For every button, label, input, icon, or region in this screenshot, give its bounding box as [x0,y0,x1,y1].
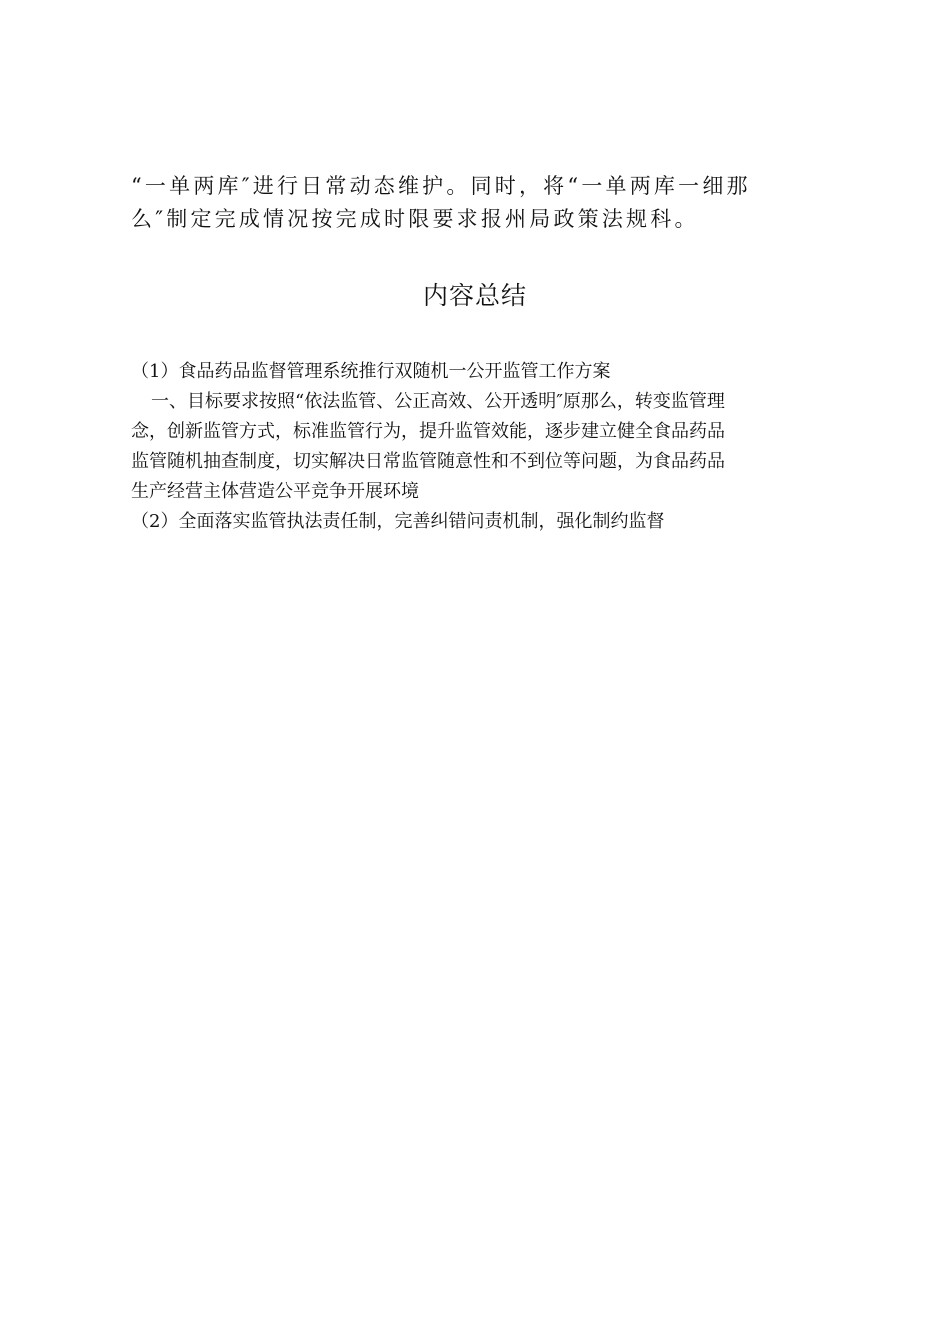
summary-paragraph-line: 生产经营主体营造公平竞争开展环境 [131,481,419,502]
summary-paragraph-line: 一、目标要求按照“依法监管、公正高效、公开透明″原那么，转变监管理 [151,391,725,412]
intro-line: 么″制定完成情况按完成时限要求报州局政策法规科。 [131,207,699,231]
summary-item-1: （1）食品药品监督管理系统推行双随机一公开监管工作方案 [131,361,611,382]
summary-title: 内容总结 [422,281,527,310]
summary-paragraph-line: 监管随机抽查制度，切实解决日常监管随意性和不到位等问题，为食品药品 [131,451,725,472]
summary-item-2: （2）全面落实监管执法责任制，完善纠错问责机制，强化制约监督 [131,511,665,532]
summary-paragraph-line: 念，创新监管方式，标准监管行为，提升监管效能，逐步建立健全食品药品 [131,421,725,442]
summary-body [131,357,831,537]
intro-line: “一单两库″进行日常动态维护。同时，将“一单两库一细那 [131,174,751,198]
intro-paragraph [131,170,831,236]
